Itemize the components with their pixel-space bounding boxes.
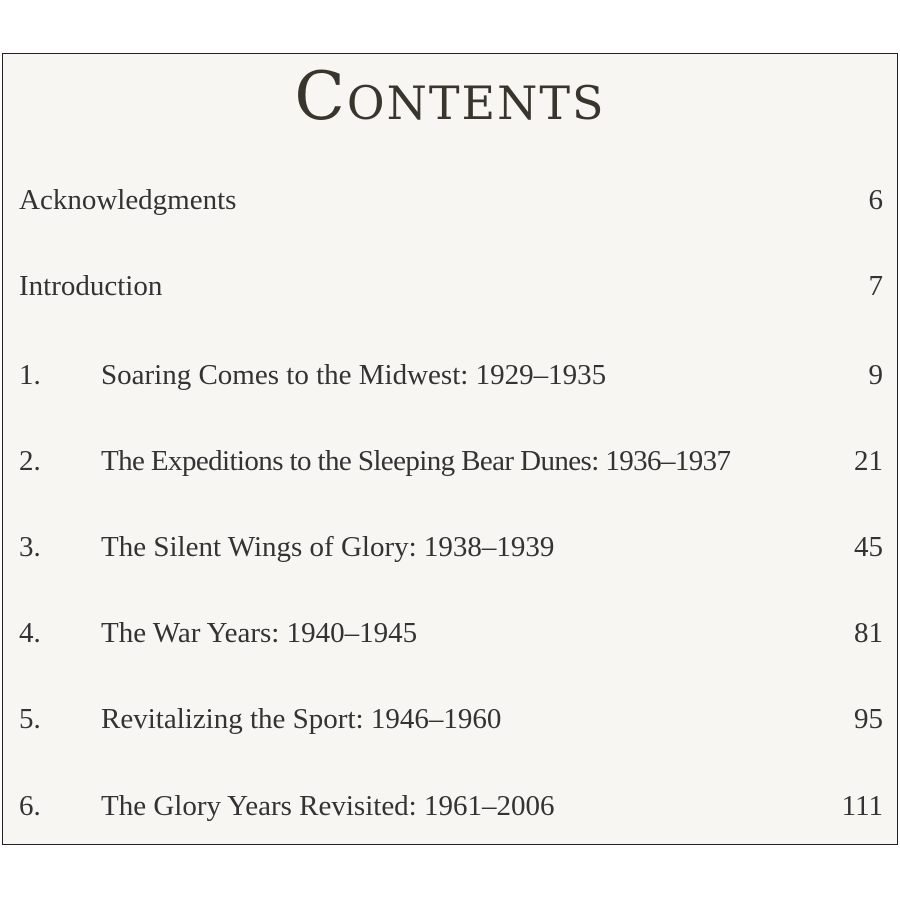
toc-entry-number: 4. xyxy=(19,617,41,649)
toc-entry-page: 81 xyxy=(854,617,883,649)
contents-page xyxy=(2,53,898,845)
toc-entry-introduction[interactable] xyxy=(19,270,883,310)
toc-entry-chapter-6[interactable] xyxy=(19,790,883,830)
toc-entry-page: 45 xyxy=(854,531,883,563)
toc-entry-page: 95 xyxy=(854,703,883,735)
toc-entry-chapter-5[interactable] xyxy=(19,703,883,743)
toc-entry-page: 9 xyxy=(868,359,883,391)
toc-entry-label: Soaring Comes to the Midwest: 1929–1935 xyxy=(101,359,607,391)
toc-entry-label: Acknowledgments xyxy=(19,184,237,216)
toc-entry-number: 2. xyxy=(19,445,41,477)
toc-entry-chapter-1[interactable] xyxy=(19,359,883,399)
toc-entry-number: 3. xyxy=(19,531,41,563)
toc-entry-chapter-3[interactable] xyxy=(19,531,883,571)
toc-entry-page: 6 xyxy=(868,184,883,216)
toc-entry-chapter-4[interactable] xyxy=(19,617,883,657)
toc-entry-page: 111 xyxy=(841,790,883,822)
toc-entry-label: Introduction xyxy=(19,270,163,302)
toc-entry-number: 1. xyxy=(19,359,41,391)
toc-entry-label: The Silent Wings of Glory: 1938–1939 xyxy=(101,531,555,563)
toc-entry-label: The Expeditions to the Sleeping Bear Dunes: 1936–1937 xyxy=(101,445,731,477)
page-title: Contents xyxy=(294,58,606,135)
toc-entry-page: 7 xyxy=(868,270,883,302)
toc-entry-number: 5. xyxy=(19,703,41,735)
toc-entry-label: The War Years: 1940–1945 xyxy=(101,617,418,649)
toc-entry-label: Revitalizing the Sport: 1946–1960 xyxy=(101,703,502,735)
toc-entry-acknowledgments[interactable] xyxy=(19,184,883,224)
toc-entry-page: 21 xyxy=(854,445,883,477)
toc-entry-number: 6. xyxy=(19,790,41,822)
toc-entry-label: The Glory Years Revisited: 1961–2006 xyxy=(101,790,555,822)
toc-entry-chapter-2[interactable] xyxy=(19,445,883,485)
